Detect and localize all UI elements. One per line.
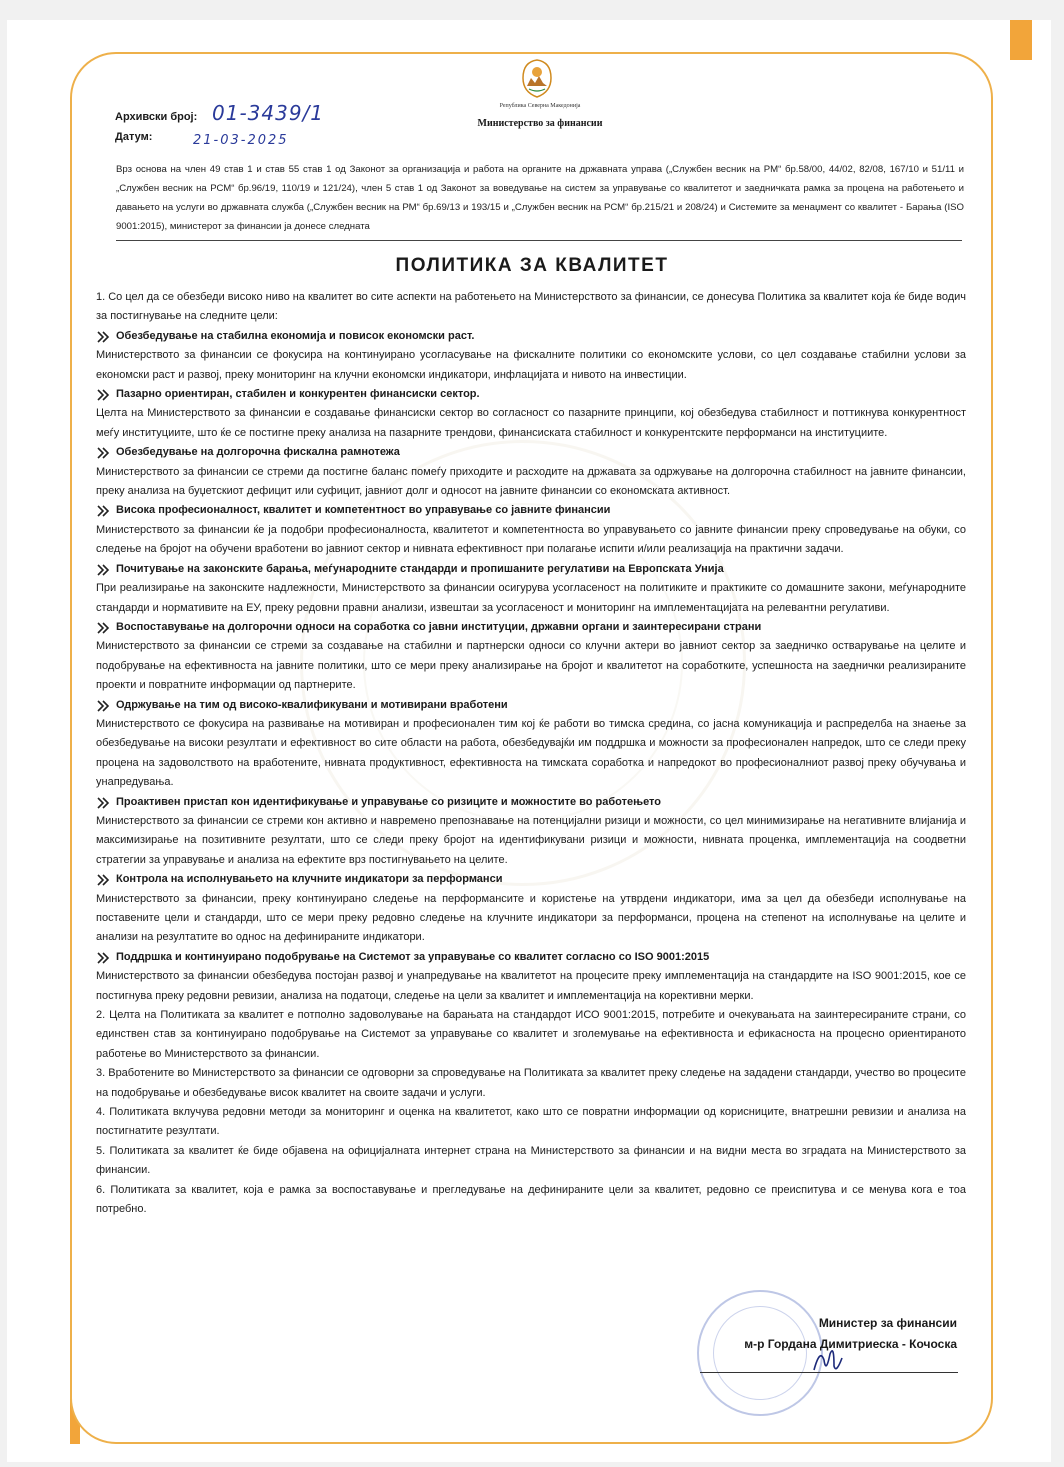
policy-item (96, 618, 966, 696)
signer-name: м-р Гордана Димитриеска - Кочоска (744, 1337, 957, 1351)
policy-item-body: Министерството за финансии се стреми за создавање на стабилни и партнерски односи со клучни актери во јавниот сектор за заедничко остварување на целите и подобрување на ефективноста на јавните политики, што се мери преку анализирање на бројот и квалитетот на соработките, успешноста на заеднички реализираните проекти и повратните информации од партнерите. (96, 640, 966, 692)
arrow-bullet-icon (97, 447, 111, 459)
arrow-bullet-icon (97, 952, 111, 964)
arrow-bullet-icon (97, 331, 111, 343)
coat-of-arms-icon (517, 56, 557, 100)
divider (116, 240, 962, 241)
policy-item (96, 696, 966, 793)
policy-item-heading: Контрола на исполнувањето на клучните индикатори за перформанси (116, 873, 503, 886)
date-label: Датум: (115, 131, 153, 143)
policy-item (96, 870, 966, 948)
policy-item (96, 501, 966, 559)
republic-name: Република Северна Македонија (499, 103, 581, 109)
arrow-bullet-icon (97, 874, 111, 886)
arrow-bullet-icon (97, 797, 111, 809)
handwritten-signature (808, 1340, 848, 1380)
policy-item-body: При реализирање на законските надлежности, Министерството за финансии осигурува усогласеност на политиките и практиките со домашните закони, меѓународните стандарди и нормативите на ЕУ, преку редовни правни анализи, извештаи за усогласеност и мониторинг на имплементацијата на релевантни регулативи. (96, 582, 966, 614)
policy-item-heading: Висока професионалност, квалитет и компетентност во управување со јавните финансии (116, 504, 611, 517)
numbered-paragraph: 6. Политиката за квалитет, која е рамка за воспоставување и прегледување на дефинираните цели за квалитет, редовно се преиспитува и се менува кога е тоа потребно. (96, 1183, 966, 1216)
arrow-bullet-icon (97, 564, 111, 576)
policy-item-body: Министерството за финансии се стреми кон активно и навремено препознавање на потенцијални ризици и можности, со цел минимизирање на негативните влијанија и максимизирање на позитивните резултати, што се следи преку бројот на идентификувани ризици и можности, нивната проценка, имплементација на соодветни стратегии за управување и анализа на ефектите врз постигнувањето на целите. (96, 814, 966, 866)
arrow-bullet-icon (97, 505, 111, 517)
arrow-bullet-icon (97, 622, 111, 634)
policy-item (96, 443, 966, 501)
policy-body (96, 288, 966, 1220)
arrow-bullet-icon (97, 389, 111, 401)
numbered-paragraph: 4. Политиката вклучува редовни методи за мониторинг и оценка на квалитетот, како што се повратни информации од корисниците, внатрешни ревизии и анализа на постигнатите резултати. (96, 1106, 966, 1138)
policy-item-body: Министерството за финансии се фокусира на континуирано усогласување на фискалните политики со економските услови, со цел создавање стабилни услови за економски раст и развој, преку мониторинг на клучни економски индикатори, инфлацијата и нивото на инвестиции. (96, 349, 966, 381)
policy-item-heading: Воспоставување на долгорочни односи на соработка со јавни институции, државни органи и заинтересирани страни (116, 620, 762, 633)
policy-item-body: Министерството за финансии обезбедува постојан развој и унапредување на квалитетот на процесите преку имплементација на стандардите на ISO 9001:2015, кое се постигнува преку редовни ревизии, анализа на податоци, следење на цели за квалитет и имплементација на корективни мерки. (96, 970, 966, 1002)
signer-position: Министер за финансии (818, 1316, 957, 1330)
policy-item (96, 793, 966, 871)
signature-line (700, 1372, 958, 1373)
legal-basis: Врз основа на член 49 став 1 и став 55 став 1 од Законот за организација и работа на органите на државната управа („Службен весник на РМ“ бр.58/00, 44/02, 82/08, 167/10 и 51/11 и „Службен весник на РСМ“ бр.96/19, 110/19 и 121/24), член 5 став 1 од Законот за воведување на систем за управување со квалитетот и заедничката рамка за процена на работењето и давањето на услуги во државната служба („Службен весник на РМ“ бр.69/13 и 193/15 и „Службен весник на РСМ“ бр.215/21 и 208/24) и Системите за менаџмент со квалитет - Барања (ISO 9001:2015), министерот за финансии ја донесе следната (116, 164, 964, 232)
intro-paragraph: 1. Со цел да се обезбеди високо ниво на квалитет во сите аспекти на работењето на Министерството за финансии, се донесува Политика за квалитет која ќе биде водич за постигнување на следните цели: (96, 291, 966, 323)
policy-item (96, 327, 966, 385)
ministry-name: Министерство за финансии (477, 118, 603, 129)
numbered-paragraph: 2. Целта на Политиката за квалитет е потполно задоволување на барањата на стандардот ИСО 9001:2015, потребите и очекувањата на заинтересираните страни, со единствен став за континуирано подобрување на Системот за управување со квалитет и зголемување на ефективноста и ефикасноста на процесно ориентираното работење во Министерството за финансии. (96, 1009, 966, 1060)
policy-item-body: Министерството за финансии се стреми да постигне баланс помеѓу приходите и расходите на државата за одржување на долгорочна стабилност на јавните финансии, преку анализа на буџетскиот дефицит или суфицит, јавниот долг и односот на јавните финансии со економската активност. (96, 465, 966, 498)
policy-item-body: Министерството се фокусира на развивање на мотивиран и професионален тим кој ќе работи во тимска средина, со јасна комуникација и распределба на знаење за обезбедување на високи резултати и ефективност во сите области на работа, обезбедувајќи им поддршка и можности за професионален напредок, што се следи преку процена на задоволството на вработените, нивната продуктивност, ефективноста на тимската соработка и напредокот во професионалниот развој преку обучувања и унапредувања. (96, 717, 966, 789)
policy-item-heading: Одржување на тим од високо-квалификувани и мотивирани вработени (116, 698, 508, 711)
arrow-bullet-icon (97, 700, 111, 712)
policy-item-heading: Почитување на законските барања, меѓународните стандарди и пропишаните регулативи на Европската Унија (116, 562, 724, 575)
policy-item (96, 560, 966, 618)
policy-item-heading: Пазарно ориентиран, стабилен и конкурентен финансиски сектор. (116, 388, 480, 401)
numbered-paragraph: 5. Политиката за квалитет ќе биде објавена на официјалната интернет страна на Министерството за финансии и на видни места во зградата на Министерството за финансии. (96, 1144, 966, 1177)
policy-item (96, 948, 966, 1006)
policy-item-heading: Обезбедување на долгорочна фискална рамнотежа (116, 446, 400, 459)
policy-item-heading: Поддршка и континуирано подобрување на Системот за управување со квалитет согласно со ISO 9001:2015 (116, 950, 710, 963)
policy-item-body: Министерството за финансии ќе ја подобри професионалноста, квалитетот и компетентноста во управувањето со јавните финансии преку спроведување на обуки, со следење на бројот на обучени вработени во јавниот сектор и нивната ефективност при полагање испити и/или реализација на практични задачи. (96, 523, 966, 556)
page-title: ПОЛИТИКА ЗА КВАЛИТЕТ (395, 255, 669, 276)
policy-item-body: Министерството за финансии, преку континуирано следење на перформансите и користење на утврдени индикатори, има за цел да обезбеди исполнување на поставените цели и стандарди, што се мери преку редовно следење на клучните индикатори за перформанси, процена на степенот на исполнување на целите и анализи на резултатите во однос на дефинираните индикатори. (96, 892, 966, 944)
archive-number-value: 01-3439/1 (212, 101, 325, 125)
decorative-accent-bar (1010, 20, 1032, 60)
date-value: 21-03-2025 (193, 133, 289, 148)
numbered-paragraph: 3. Вработените во Министерството за финансии се одговорни за спроведување на Политиката за квалитет преку следење на зададени стандарди, учество во процесите на подобрување и обезбедување висок квалитет на своите задачи и услуги. (96, 1067, 966, 1099)
policy-item-heading: Проактивен пристап кон идентификување и управување со ризиците и можностите во работењето (116, 795, 662, 808)
policy-item-body: Целта на Министерството за финансии е создавање финансиски сектор во согласност со пазарните принципи, кој обезбедува стабилност и поттикнува конкурентност меѓу институциите, што ќе се постигне преку анализа на пазарните трендови, финансиската стабилност и конкурентските перформанси на институциите. (96, 407, 966, 439)
policy-item-heading: Обезбедување на стабилна економија и повисок економски раст. (116, 329, 475, 342)
policy-item (96, 385, 966, 443)
archive-number-label: Архивски број: (115, 111, 198, 123)
